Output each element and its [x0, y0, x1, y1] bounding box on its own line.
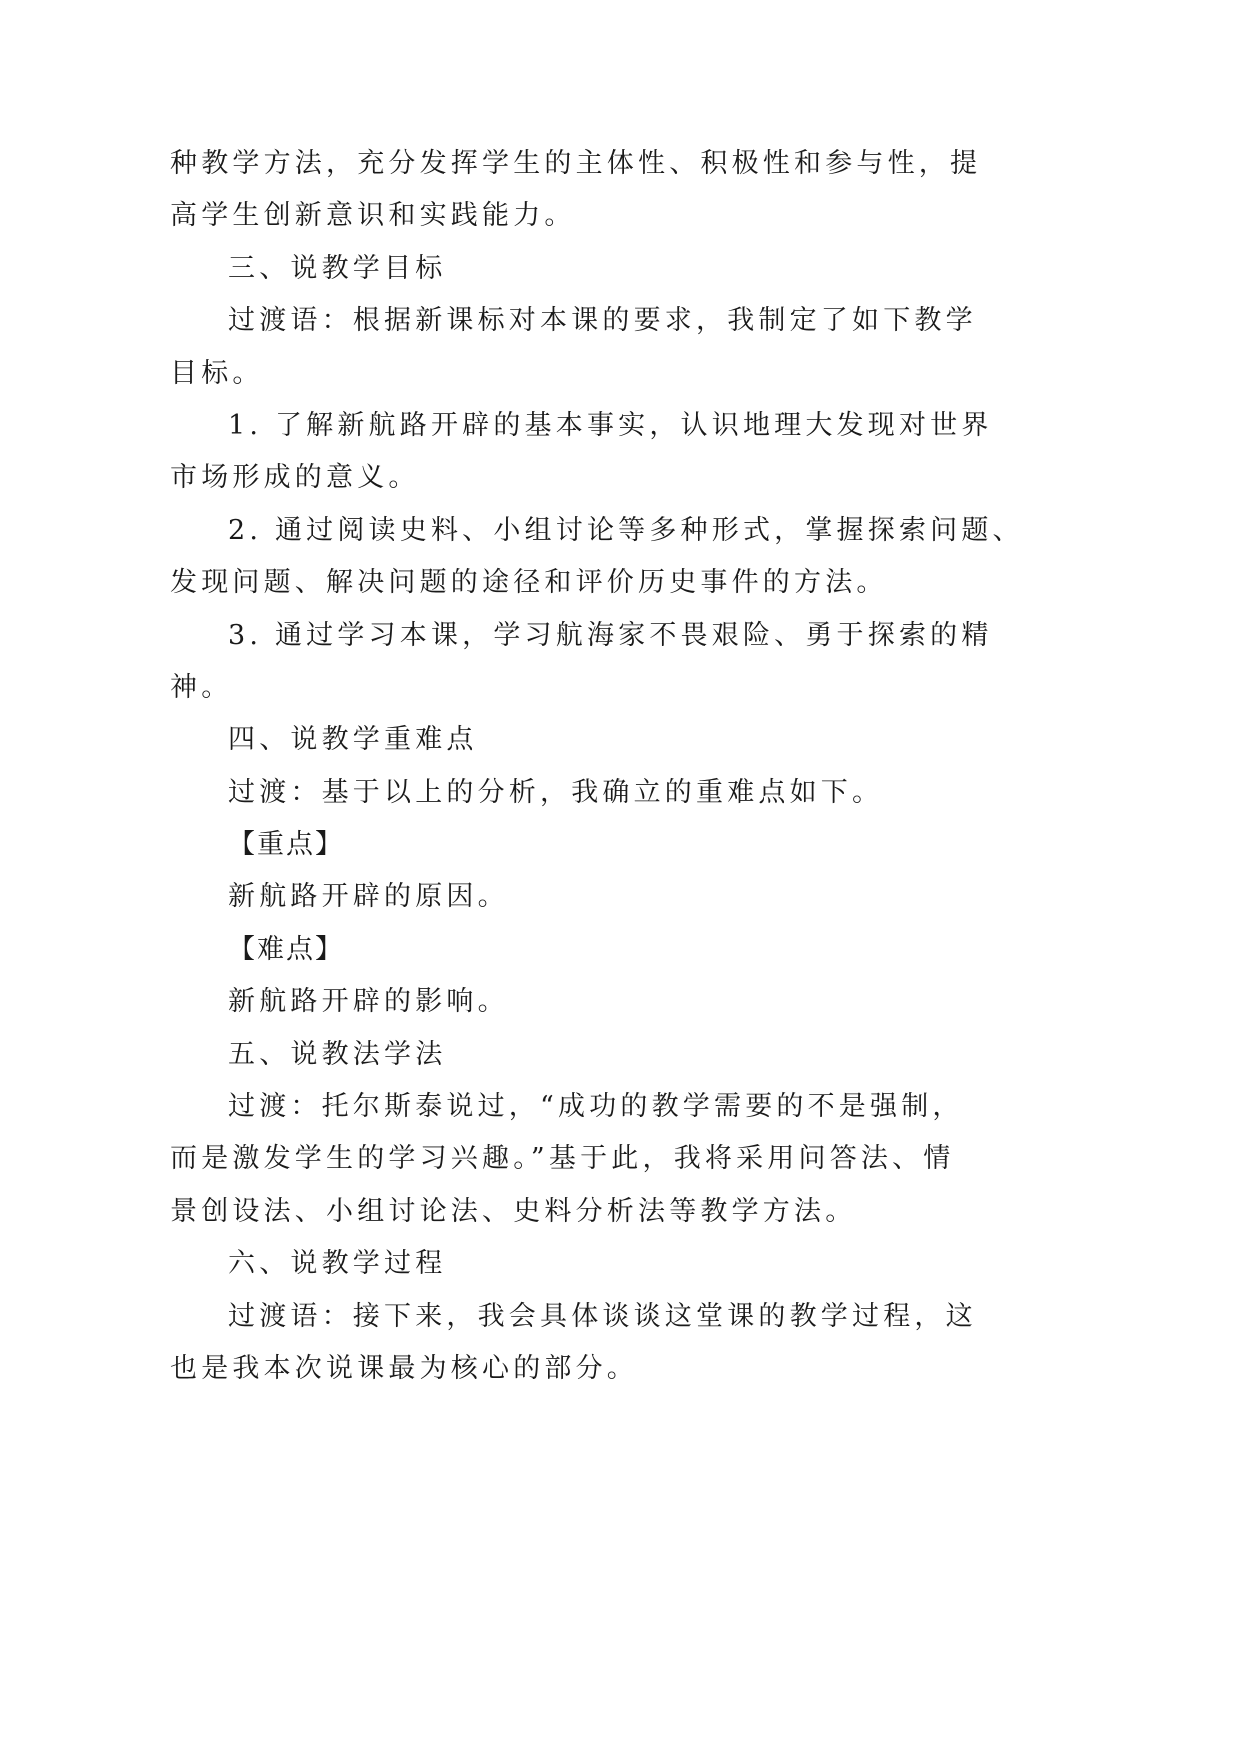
- paragraph-line: 新航路开辟的影响。: [228, 986, 509, 1018]
- paragraph-line: 景创设法、小组讨论法、史料分析法等教学方法。: [170, 1195, 857, 1227]
- paragraph-line: 过渡语：接下来，我会具体谈谈这堂课的教学过程，这: [228, 1300, 977, 1332]
- subheading-key-point: 【重点】: [228, 829, 344, 861]
- paragraph-line: 也是我本次说课最为核心的部分。: [170, 1352, 638, 1384]
- paragraph-line: 新航路开辟的原因。: [228, 881, 509, 913]
- section-heading: 四、说教学重难点: [228, 724, 478, 756]
- paragraph-line: 过渡语：根据新课标对本课的要求，我制定了如下教学: [228, 305, 977, 337]
- paragraph-line: 而是激发学生的学习兴趣。”基于此，我将采用问答法、情: [170, 1143, 955, 1175]
- section-heading: 三、说教学目标: [228, 252, 447, 284]
- list-item: 3. 通过学习本课，学习航海家不畏艰险、勇于探索的精: [228, 619, 993, 651]
- list-item: 2. 通过阅读史料、小组讨论等多种形式，掌握探索问题、: [228, 514, 1024, 546]
- paragraph-line: 发现问题、解决问题的途径和评价历史事件的方法。: [170, 567, 888, 599]
- document-body: [170, 138, 1024, 1395]
- paragraph-line: 过渡：托尔斯泰说过，“成功的教学需要的不是强制，: [228, 1091, 964, 1123]
- section-heading: 五、说教法学法: [228, 1038, 447, 1070]
- paragraph-line: 高学生创新意识和实践能力。: [170, 200, 576, 232]
- subheading-difficult-point: 【难点】: [228, 933, 344, 965]
- paragraph-line: 市场形成的意义。: [170, 462, 420, 494]
- paragraph-line: 目标。: [170, 357, 264, 389]
- list-item: 1. 了解新航路开辟的基本事实，认识地理大发现对世界: [228, 409, 993, 441]
- paragraph-line: 过渡：基于以上的分析，我确立的重难点如下。: [228, 776, 884, 808]
- section-heading: 六、说教学过程: [228, 1248, 447, 1280]
- paragraph-line: 种教学方法，充分发挥学生的主体性、积极性和参与性，提: [170, 148, 982, 179]
- paragraph-line: 神。: [170, 671, 233, 703]
